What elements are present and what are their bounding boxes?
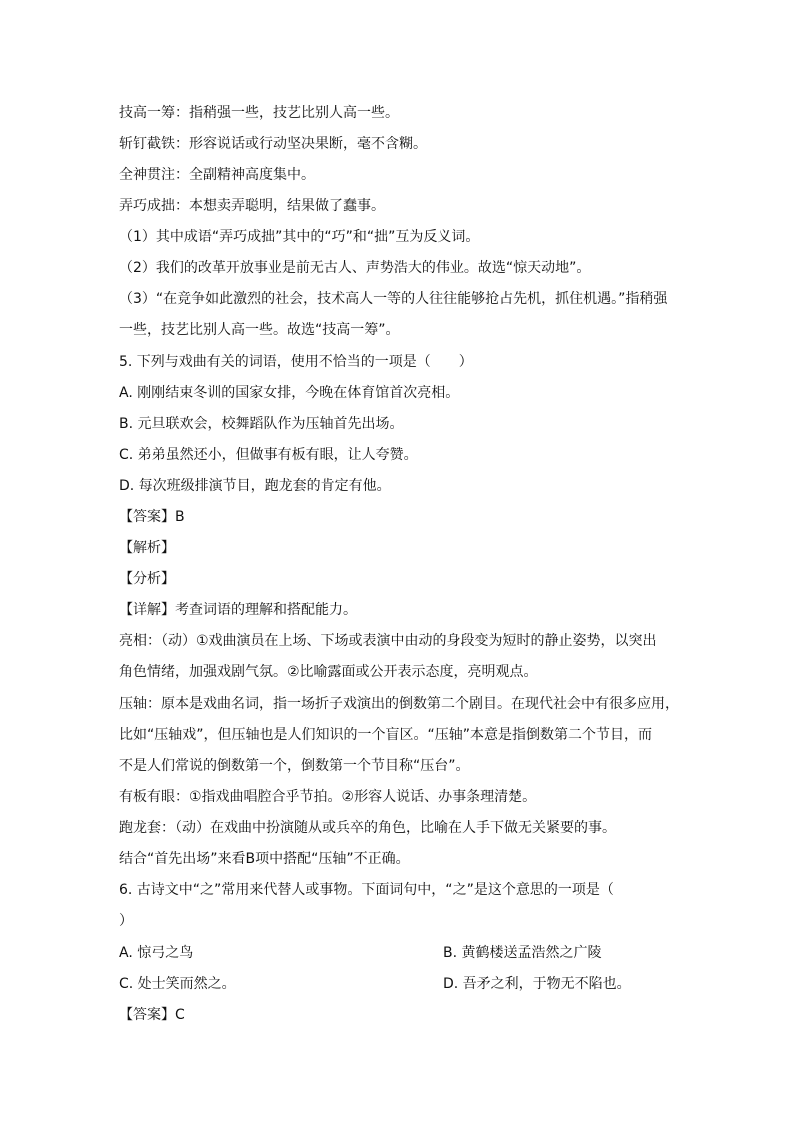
text-line: 跑龙套：（动）在戏曲中扮演随从或兵卒的角色，比喻在人手下做无关紧要的事。 [119,820,616,836]
question-6-option-d: D. 吾矛之利，于物无不陷也。 [443,976,631,992]
text-line: 斩钉截铁：形容说话或行动坚决果断，毫不含糊。 [119,136,427,152]
text-line: 亮相：（动）①戏曲演员在上场、下场或表演中由动的身段变为短时的静止姿势，以突出 [119,633,657,649]
question-5-option-b: B. 元旦联欢会，校舞蹈队作为压轴首先出场。 [119,416,404,432]
question-6-option-a: A. 惊弓之鸟 [119,945,194,961]
question-5-option-a: A. 刚刚结束冬训的国家女排，今晚在体育馆首次亮相。 [119,385,460,401]
text-line: 不是人们常说的倒数第一个，倒数第一个节目称“压台”。 [119,758,470,774]
text-line: （1）其中成语“弄巧成拙”其中的“巧”和“拙”互为反义词。 [119,229,480,245]
text-line: （3）“在竞争如此激烈的社会，技术高人一等的人往往能够抢占先机，抓住机遇。”指稍强 [119,291,668,307]
text-line: 比如“压轴戏”，但压轴也是人们知识的一个盲区。“压轴”本意是指倒数第二个节目，而 [119,727,653,743]
text-line: 角色情绪，加强戏剧气氛。②比喻露面或公开表示态度，亮明观点。 [119,664,538,680]
text-line: （2）我们的改革开放事业是前无古人、声势浩大的伟业。故选“惊天动地”。 [119,260,591,276]
question-5-option-c: C. 弟弟虽然还小，但做事有板有眼，让人夸赞。 [119,447,418,463]
fenxi-label: 【分析】 [119,571,175,587]
question-6-option-c: C. 处士笑而然之。 [119,976,236,992]
question-6-stem: 6. 古诗文中“之”常用来代替人或事物。下面词句中，“之”是这个意思的一项是（ [119,882,614,898]
text-line: 技高一筹：指稍强一些，技艺比别人高一些。 [119,105,399,121]
text-line: 结合“首先出场”来看B项中搭配“压轴”不正确。 [119,851,410,867]
text-line: 弄巧成拙：本想卖弄聪明，结果做了蠢事。 [119,198,385,214]
question-5-option-d: D. 每次班级排演节目，跑龙套的肯定有他。 [119,478,391,494]
question-6-stem-cont: ） [119,913,133,929]
detail-label: 【详解】考查词语的理解和搭配能力。 [119,602,357,618]
question-6-option-b: B. 黄鹤楼送孟浩然之广陵 [443,945,602,961]
question-5-stem: 5. 下列与戏曲有关的词语，使用不恰当的一项是（ ） [119,354,473,370]
text-line: 全神贯注：全副精神高度集中。 [119,167,315,183]
analysis-label: 【解析】 [119,540,175,556]
answer-label: 【答案】B [119,509,185,525]
text-line: 一些，技艺比别人高一些。故选“技高一筹”。 [119,322,400,338]
text-line: 有板有眼：①指戏曲唱腔合乎节拍。②形容人说话、办事条理清楚。 [119,789,537,805]
text-line: 压轴：原本是戏曲名词，指一场折子戏演出的倒数第二个剧目。在现代社会中有很多应用， [119,696,679,712]
question-6-answer: 【答案】C [119,1007,185,1023]
